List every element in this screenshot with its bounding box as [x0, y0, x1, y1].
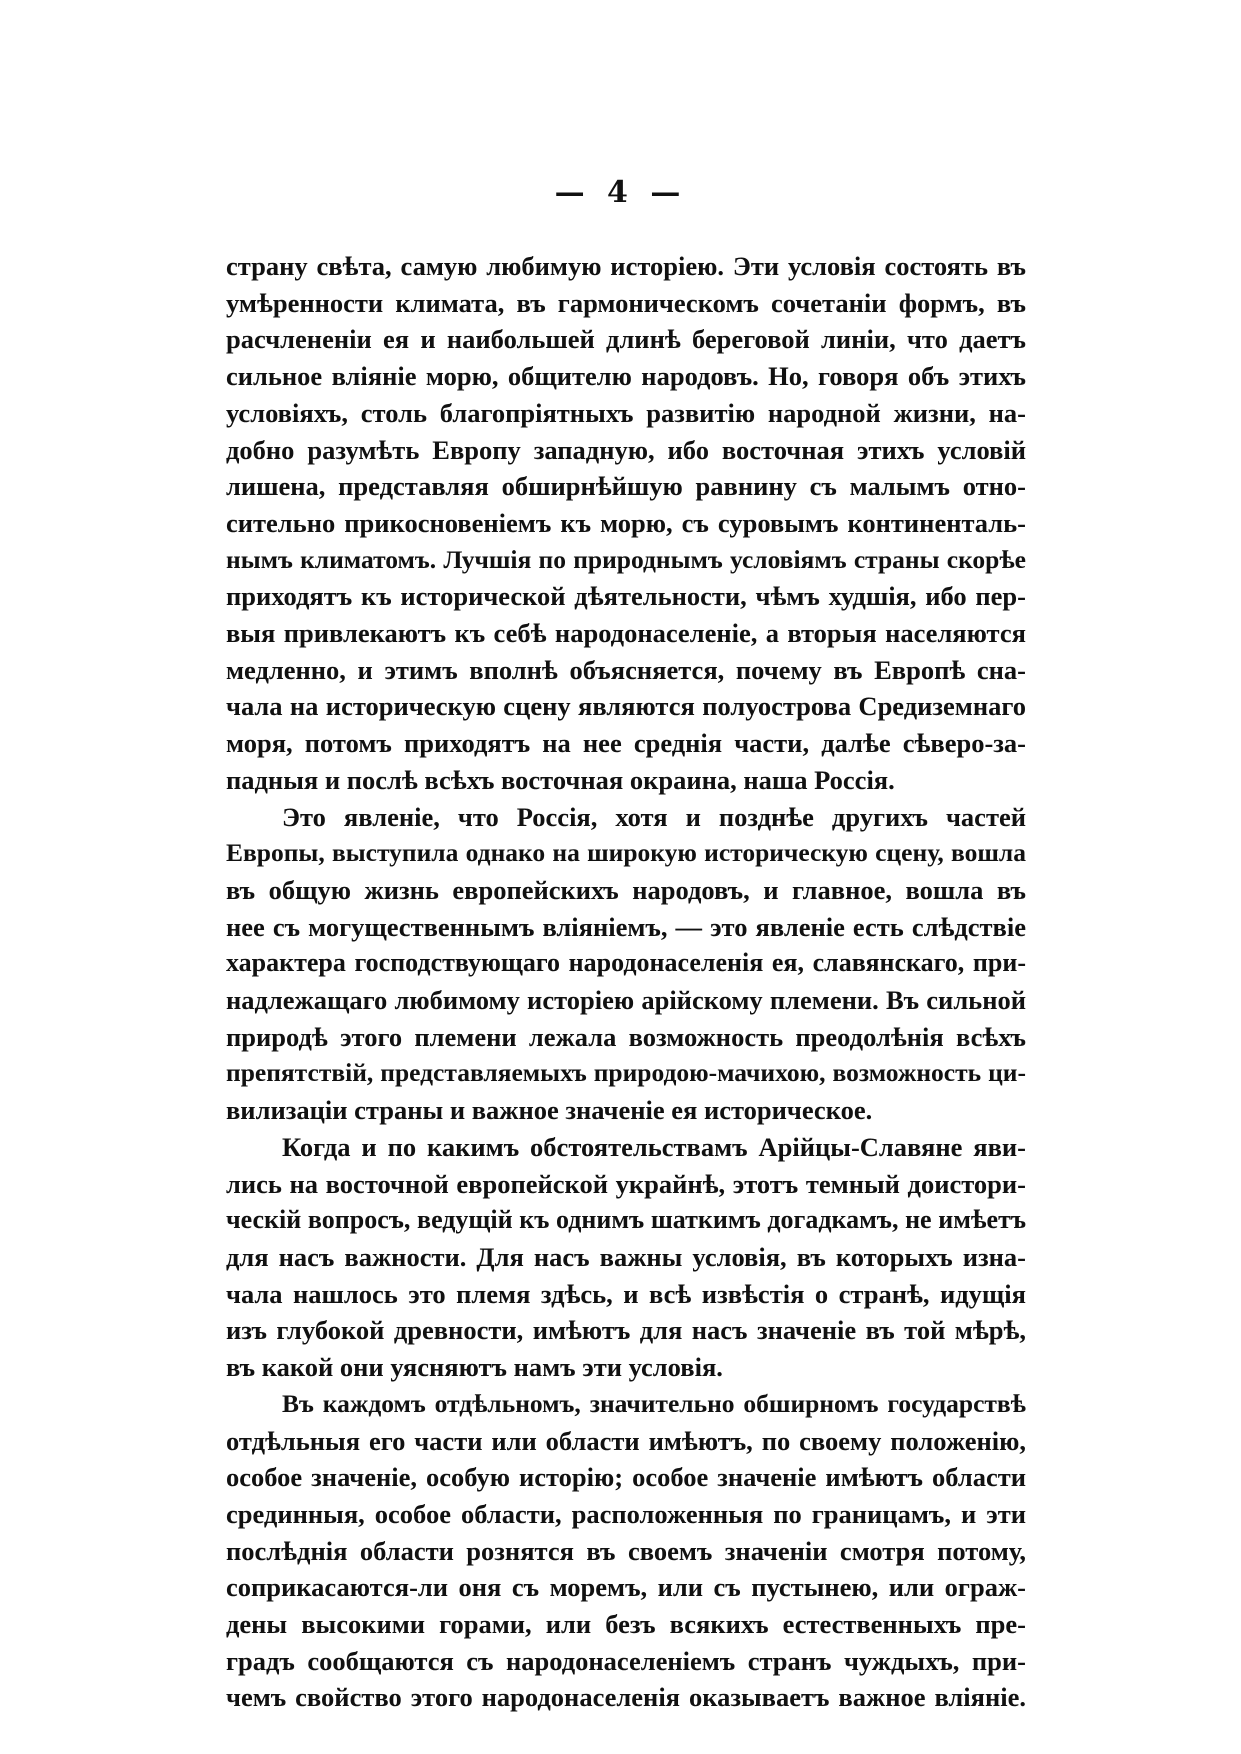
text-line: Европы, выступила однако на широкую историческую сцену, вошла	[226, 838, 1026, 868]
paragraph-3	[226, 1129, 1026, 1386]
text-line: изъ глубокой древности, имѣютъ для насъ значеніе въ той мѣрѣ,	[226, 1315, 1026, 1346]
text-line: моря, потомъ приходятъ на нее среднія части, далѣе сѣверо-за-	[226, 728, 1026, 759]
text-line: надлежащаго любимому исторіею арійскому племени. Въ сильной	[226, 985, 1026, 1016]
text-line: природѣ этого племени лежала возможность преодолѣнія всѣхъ	[226, 1021, 1026, 1052]
text-line: выя привлекаютъ къ себѣ народонаселеніе, а вторыя населяются	[226, 618, 1026, 649]
text-line: страну свѣта, самую любимую исторіею. Эти условія состоять въ	[226, 251, 1026, 281]
text-line: вилизаціи страны и важное значеніе ея историческое.	[226, 1095, 873, 1126]
text-line: приходятъ къ исторической дѣятельности, чѣмъ худшія, ибо пер-	[226, 581, 1026, 612]
paragraph-4	[226, 1386, 1026, 1716]
text-line: умѣренности климата, въ гармоническомъ сочетаніи формъ, въ	[226, 287, 1026, 318]
paragraph-1	[226, 248, 1026, 799]
text-line: условіяхъ, столь благопріятныхъ развитію народной жизни, на-	[226, 397, 1026, 428]
text-line: нее съ могущественнымъ вліяніемъ, — это явленіе есть слѣдствіе	[226, 911, 1026, 942]
text-line: препятствій, представляемыхъ природою-мачихою, возможность ци-	[226, 1058, 1026, 1088]
text-line: соприкасаются-ли оня съ моремъ, или съ пустынею, или ограж-	[226, 1572, 1026, 1603]
text-line: градъ сообщаются съ народонаселеніемъ странъ чуждыхъ, при-	[226, 1645, 1026, 1676]
text-line: особое значеніе, особую исторію; особое значеніе имѣютъ области	[226, 1462, 1026, 1493]
text-line: падныя и послѣ всѣхъ восточная окраина, наша Россія.	[226, 764, 895, 795]
text-line: въ какой они уясняютъ намъ эти условія.	[226, 1352, 723, 1383]
text-line: чала на историческую сцену являются полуострова Средиземнаго	[226, 691, 1026, 722]
text-line: Когда и по какимъ обстоятельствамъ Арійцы-Славяне яви-	[282, 1131, 1026, 1162]
text-line: лишена, представляя обширнѣйшую равнину съ малымъ отно-	[226, 471, 1026, 502]
text-line: Это явленіе, что Россія, хотя и позднѣе другихъ частей	[282, 801, 1026, 832]
text-line: расчлененіи ея и наибольшей длинѣ береговой линіи, что даетъ	[226, 324, 1026, 355]
text-line: медленно, и этимъ вполнѣ объясняется, почему въ Европѣ сна-	[226, 654, 1026, 685]
text-line: сильное вліяніе морю, общителю народовъ. Но, говоря объ этихъ	[226, 361, 1026, 392]
text-line: характера господствующаго народонаселенія ея, славянскаго, при-	[226, 948, 1026, 978]
text-line: послѣднія области рознятся въ своемъ значеніи смотря потому,	[226, 1535, 1026, 1566]
text-line: въ общую жизнь европейскихъ народовъ, и главное, вошла въ	[226, 874, 1026, 905]
page-number: — 4 —	[554, 175, 687, 210]
text-line: добно разумѣть Европу западную, ибо восточная этихъ условій	[226, 434, 1026, 465]
text-line: нымъ климатомъ. Лучшія по природнымъ условіямъ страны скорѣе	[226, 544, 1026, 574]
text-line: Въ каждомъ отдѣльномъ, значительно обширномъ государствѣ	[282, 1388, 1026, 1418]
text-line: чала нашлось это племя здѣсь, и всѣ извѣстія о странѣ, идущія	[226, 1278, 1026, 1309]
text-line: отдѣльныя его части или области имѣютъ, по своему положенію,	[226, 1425, 1026, 1456]
paragraph-2	[226, 799, 1026, 1129]
text-line: сительно прикосновеніемъ къ морю, съ суровымъ континенталь-	[226, 507, 1026, 538]
text-line: ческій вопросъ, ведущій къ однимъ шаткимъ догадкамъ, не имѣетъ	[226, 1205, 1026, 1235]
text-line: для насъ важности. Для насъ важны условія, въ которыхъ изна-	[226, 1241, 1026, 1272]
text-line: чемъ свойство этого народонаселенія оказываетъ важное вліяніе.	[226, 1682, 1026, 1713]
text-line: лись на восточной европейской украйнѣ, этотъ темный доистори-	[226, 1168, 1026, 1199]
body-text	[226, 248, 1026, 1716]
text-line: срединныя, особое области, расположенныя по границамъ, и эти	[226, 1498, 1026, 1529]
text-line: дены высокими горами, или безъ всякихъ естественныхъ пре-	[226, 1609, 1026, 1640]
